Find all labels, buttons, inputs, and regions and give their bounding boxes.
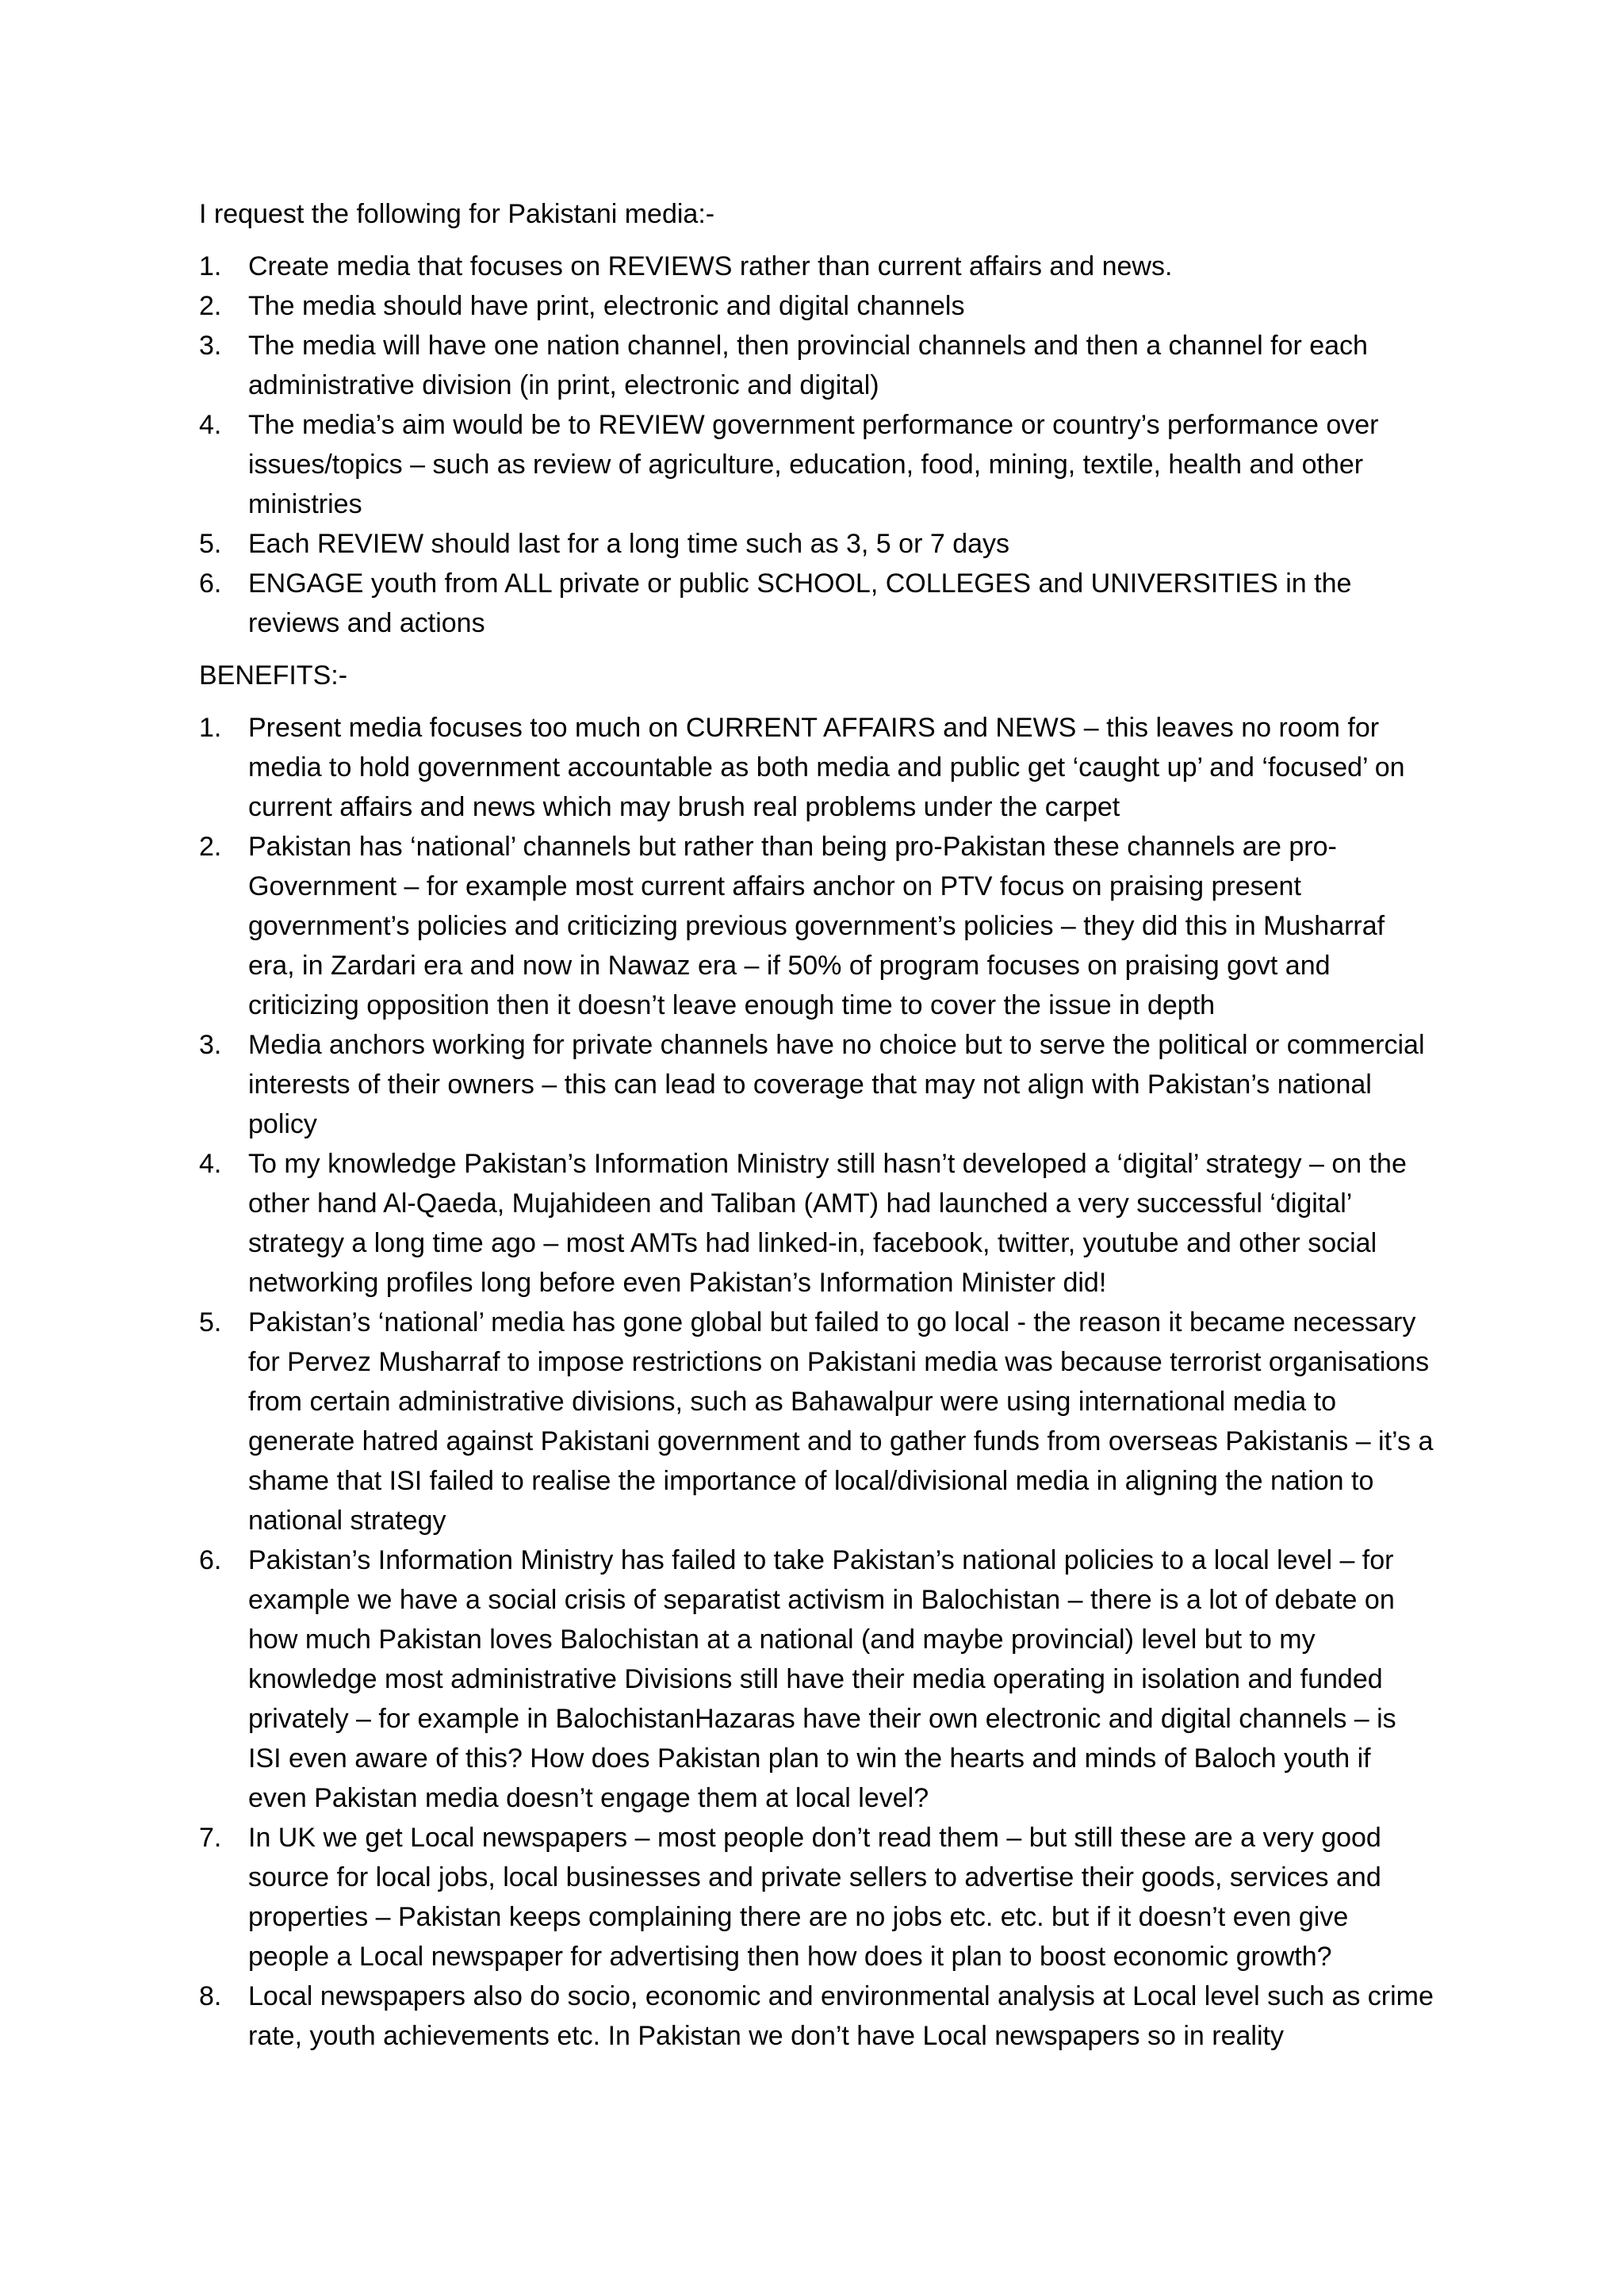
request-item [199,247,1436,286]
list-item-text: Present media focuses too much on CURRENT AFFAIRS and NEWS – this leaves no room for media to hold government accountable as both media and public get ‘caught up’ and ‘focused’ on current affairs and news which may brush real problems under the carpet [248,713,1405,822]
list-item-number: 5. [199,1307,222,1337]
list-item-text: Pakistan has ‘national’ channels but rather than being pro-Pakistan these channels are pro-Government – for example most current affairs anchor on PTV focus on praising present government’s policies and criticizing previous government’s policies – they did this in Musharraf era, in Zardari era and now in Nawaz era – if 50% of program focuses on praising govt and criticizing opposition then it doesn’t leave enough time to cover the issue in depth [248,832,1385,1020]
list-item-number: 4. [199,1149,222,1179]
benefit-item [199,827,1436,1025]
request-item [199,405,1436,524]
request-item [199,286,1436,326]
request-item [199,524,1436,564]
benefits-heading: BENEFITS:- [199,660,348,691]
list-item-number: 3. [199,1030,222,1060]
list-item-number: 2. [199,832,222,862]
list-item-text: To my knowledge Pakistan’s Information Ministry still hasn’t developed a ‘digital’ strategy – on the other hand Al-Qaeda, Mujahideen and Taliban (AMT) had launched a very successful ‘digital’ strategy a long time ago – most AMTs had linked-in, facebook, twitter, youtube and other social networking profiles long before even Pakistan’s Information Minister did! [248,1149,1407,1298]
list-item-number: 5. [199,529,222,559]
document-body [199,194,1436,2068]
requests-list [199,247,1436,643]
benefit-item [199,1540,1436,1818]
benefit-item [199,1303,1436,1540]
list-item-text: Pakistan’s ‘national’ media has gone global but failed to go local - the reason it became necessary for Pervez Musharraf to impose restrictions on Pakistani media was because terrorist organisations from certain administrative divisions, such as Bahawalpur were using international media to generate hatred against Pakistani government and to gather funds from overseas Pakistanis – it’s a shame that ISI failed to realise the importance of local/divisional media in aligning the nation to national strategy [248,1307,1434,1536]
request-item [199,326,1436,405]
list-item-number: 2. [199,291,222,321]
benefits-list [199,708,1436,2056]
list-item-text: Each REVIEW should last for a long time such as 3, 5 or 7 days [248,529,1010,559]
benefit-item [199,1144,1436,1303]
list-item-text: ENGAGE youth from ALL private or public SCHOOL, COLLEGES and UNIVERSITIES in the reviews and actions [248,568,1352,638]
list-item-text: Local newspapers also do socio, economic and environmental analysis at Local level such as crime rate, youth achievements etc. In Pakistan we don’t have Local newspapers so in reality [248,1981,1434,2051]
list-item-number: 7. [199,1823,222,1853]
benefit-item [199,1025,1436,1144]
intro-paragraph: I request the following for Pakistani media:- [199,199,715,229]
benefit-item [199,708,1436,827]
list-item-number: 6. [199,1545,222,1575]
list-item-text: Media anchors working for private channels have no choice but to serve the political or commercial interests of their owners – this can lead to coverage that may not align with Pakistan’s national policy [248,1030,1425,1139]
list-item-text: The media should have print, electronic and digital channels [248,291,965,321]
list-item-text: Pakistan’s Information Ministry has failed to take Pakistan’s national policies to a local level – for example we have a social crisis of separatist activism in Balochistan – there is a lot of debate on how much Pakistan loves Balochistan at a national (and maybe provincial) level but to my knowledge most administrative Divisions still have their media operating in isolation and funded privately – for example in BalochistanHazaras have their own electronic and digital channels – is ISI even aware of this? How does Pakistan plan to win the hearts and minds of Baloch youth if even Pakistan media doesn’t engage them at local level? [248,1545,1396,1813]
list-item-text: Create media that focuses on REVIEWS rather than current affairs and news. [248,251,1173,281]
list-item-text: In UK we get Local newspapers – most people don’t read them – but still these are a very good source for local jobs, local businesses and private sellers to advertise their goods, services and properties – Pakistan keeps complaining there are no jobs etc. etc. but if it doesn’t even give people a Local newspaper for advertising then how does it plan to boost economic growth? [248,1823,1381,1972]
benefit-item [199,1818,1436,1976]
list-item-text: The media will have one nation channel, then provincial channels and then a channel for each administrative division (in print, electronic and digital) [248,331,1368,400]
list-item-text: The media’s aim would be to REVIEW government performance or country’s performance over issues/topics – such as review of agriculture, education, food, mining, textile, health and other ministries [248,410,1379,519]
list-item-number: 8. [199,1981,222,2011]
request-item [199,564,1436,643]
list-item-number: 1. [199,713,222,743]
list-item-number: 3. [199,331,222,361]
list-item-number: 6. [199,568,222,599]
list-item-number: 4. [199,410,222,440]
benefit-item [199,1976,1436,2056]
list-item-number: 1. [199,251,222,281]
